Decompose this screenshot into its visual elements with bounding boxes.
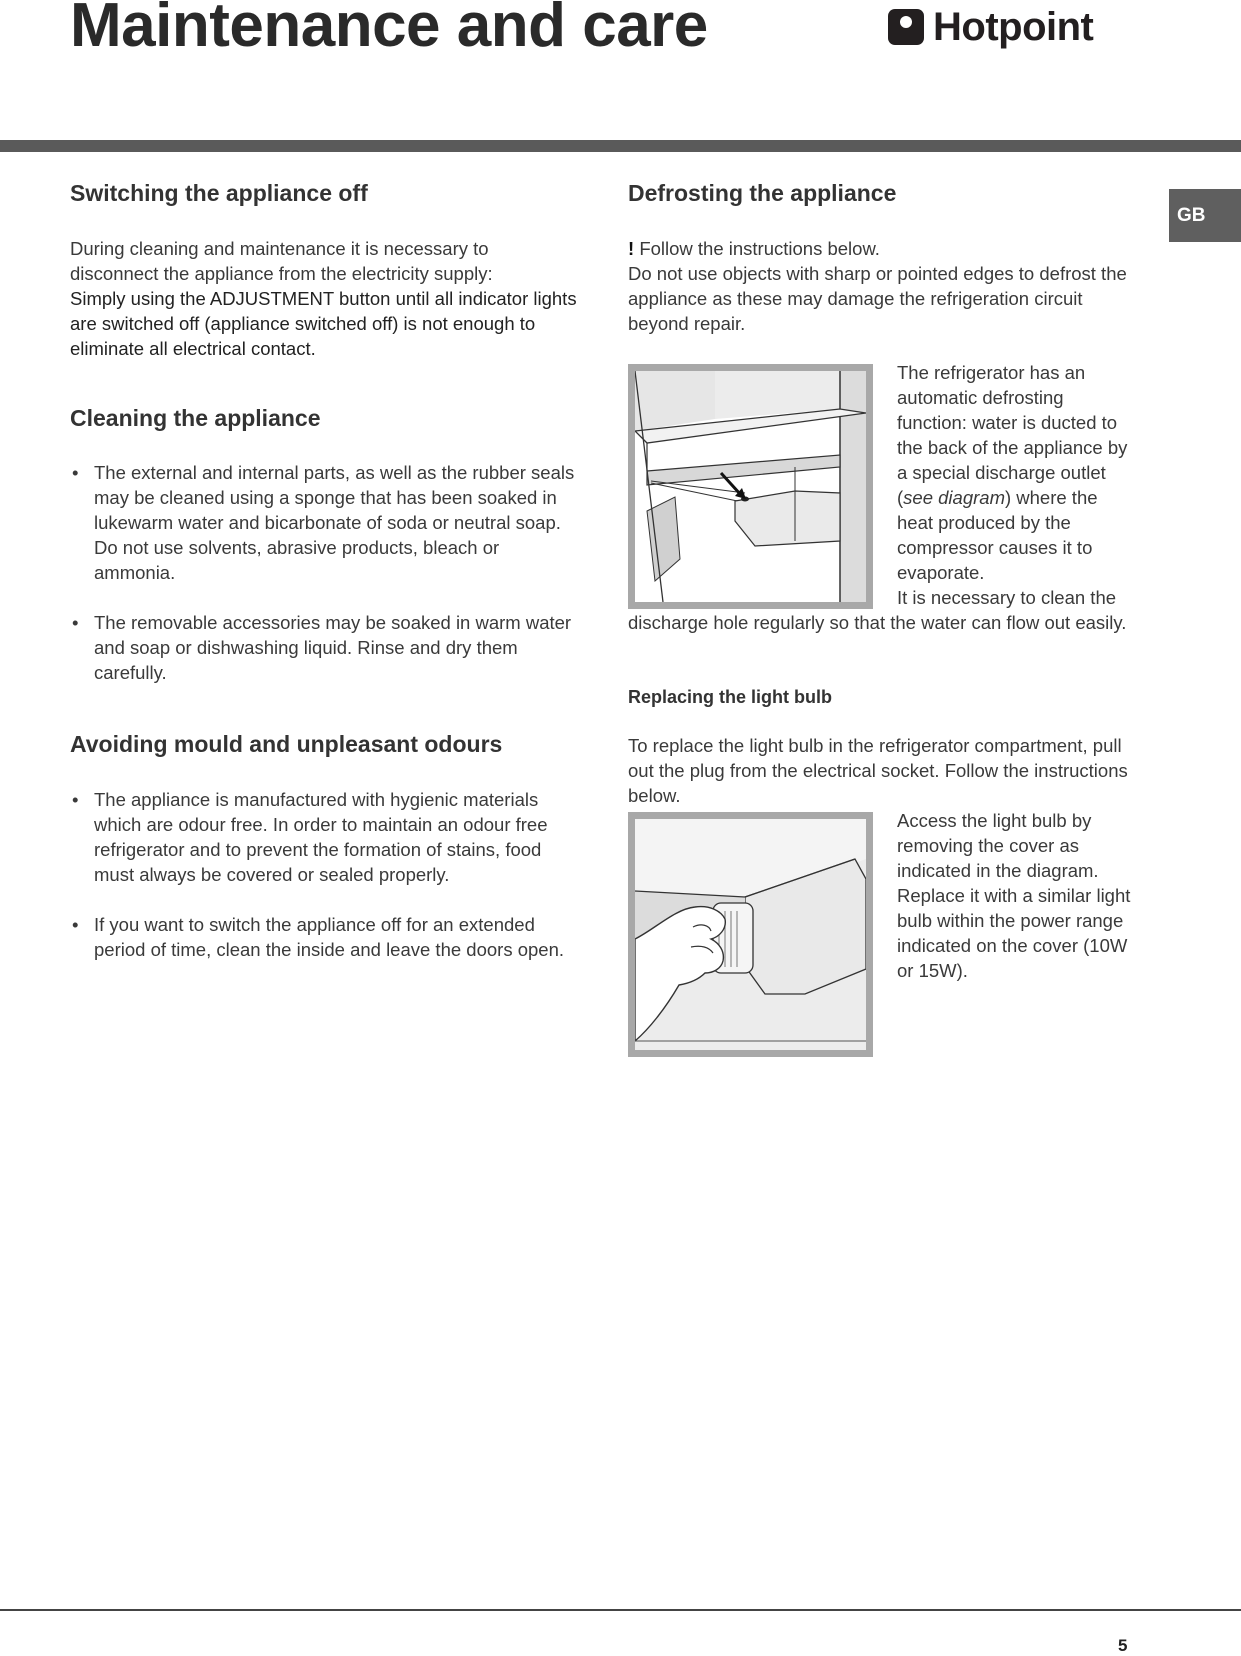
- switching-paragraph-1: During cleaning and maintenance it is necessary to disconnect the appliance from the electricity supply:: [70, 237, 493, 284]
- heading-mould: Avoiding mould and unpleasant odours: [70, 731, 503, 758]
- footer-divider: [0, 1609, 1241, 1611]
- defrost-paragraph-2: The refrigerator has an automatic defrosting function: water is ducted to the back of the appliance by a special discharge outlet (see diagram) where the heat produced by the compressor causes it to evaporate.: [897, 361, 1128, 583]
- defrost-paragraph-3: It is necessary to clean the discharge hole regularly so that the water can flow out easily.: [628, 586, 1127, 633]
- heading-cleaning: Cleaning the appliance: [70, 404, 321, 431]
- hotpoint-logo-icon: [888, 9, 924, 45]
- left-column: [70, 180, 580, 962]
- section-cleaning: [70, 405, 580, 686]
- see-diagram-reference: see diagram: [903, 486, 1005, 508]
- page-title: Maintenance and care: [70, 0, 708, 60]
- header-divider: [0, 140, 1241, 152]
- heading-light-bulb: Replacing the light bulb: [628, 686, 832, 707]
- light-bulb-diagram: [628, 812, 873, 1057]
- bulb-paragraph-1: To replace the light bulb in the refrigerator compartment, pull out the plug from the electrical socket. Follow the instructions below.: [628, 735, 1128, 807]
- defrost-paragraph-1: Do not use objects with sharp or pointed edges to defrost the appliance as these may damage the refrigeration circuit beyond repair.: [628, 262, 1127, 334]
- page-number: 5: [1118, 1636, 1128, 1655]
- discharge-outlet-illustration: [635, 371, 866, 602]
- bulb-figure-block: [628, 808, 1138, 1057]
- defrost-figure-block: [628, 360, 1138, 635]
- mould-bullet-2: • If you want to switch the appliance off for an extended period of time, clean the inside and leave the doors open.: [70, 912, 580, 962]
- heading-switching-off: Switching the appliance off: [70, 180, 368, 206]
- section-switching-off: [70, 180, 580, 361]
- right-column: [628, 180, 1138, 1057]
- heading-defrosting: Defrosting the appliance: [628, 180, 897, 206]
- defrost-diagram: [628, 364, 873, 609]
- warning-icon: !: [628, 237, 635, 259]
- bulb-cover-illustration: [635, 819, 866, 1050]
- section-defrosting: [628, 180, 1138, 635]
- cleaning-bullet-2: • The removable accessories may be soaked in warm water and soap or dishwashing liquid. Rinse and dry them carefully.: [70, 610, 580, 685]
- cleaning-bullet-1: • The external and internal parts, as well as the rubber seals may be cleaned using a sponge that has been soaked in lukewarm water and bicarbonate of soda or neutral soap. Do not use solvents, abrasive products, bleach or ammonia.: [70, 460, 580, 585]
- switching-paragraph-2: Simply using the ADJUSTMENT button until all indicator lights are switched off (appliance switched off) is not enough to eliminate all electrical contact.: [70, 287, 577, 359]
- bulb-paragraph-2: Access the light bulb by removing the cover as indicated in the diagram. Replace it with a similar light bulb within the power range indicated on the cover (10W or 15W).: [897, 810, 1131, 982]
- language-tab: GB: [1169, 189, 1241, 242]
- brand-name: Hotpoint: [933, 5, 1094, 49]
- defrost-warning: [628, 236, 1138, 261]
- hotpoint-logo: [888, 4, 1128, 50]
- section-light-bulb: [628, 687, 1138, 1058]
- mould-bullet-1: • The appliance is manufactured with hygienic materials which are odour free. In order to maintain an odour free refrigerator and to prevent the formation of stains, food must always be covered or sealed properly.: [70, 787, 580, 887]
- section-mould: [70, 731, 580, 962]
- defrost-warning-text: Follow the instructions below.: [639, 237, 880, 259]
